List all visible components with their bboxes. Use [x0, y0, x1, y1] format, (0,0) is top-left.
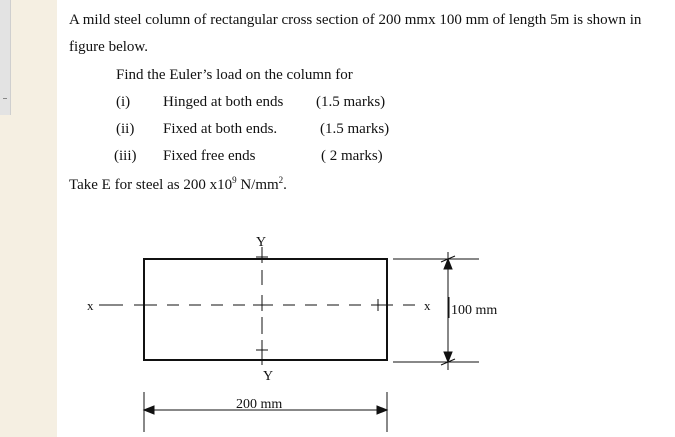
question-paper [57, 0, 675, 437]
part-number: (i) [116, 94, 131, 110]
y-axis-bottom-label: Y [263, 369, 274, 384]
question-line-2: figure below. [69, 39, 148, 55]
part-label: Fixed at both ends. [163, 121, 278, 137]
section-rectangle [144, 259, 387, 360]
part-marks: (1.5 marks) [320, 121, 390, 137]
left-margin-strip [0, 0, 11, 115]
x-axis-right-label: x [424, 298, 431, 313]
y-axis-top-label: Y [256, 235, 267, 250]
margin-tick [3, 98, 7, 99]
part-number: (ii) [116, 121, 135, 137]
modulus-unit: N/mm [236, 177, 279, 193]
question-prompt: Find the Euler’s load on the column for [116, 67, 353, 83]
question-line-1: A mild steel column of rectangular cross section of 200 mmx 100 mm of length 5m is shown in [69, 12, 642, 28]
part-marks: (1.5 marks) [316, 94, 386, 110]
modulus-end: . [283, 177, 287, 193]
part-label: Hinged at both ends [163, 94, 284, 110]
modulus-unit-exponent: 2 [278, 175, 284, 185]
x-axis-left-label: x [87, 298, 94, 313]
modulus-prefix: Take E for steel as 200 x10 [69, 177, 233, 193]
modulus-exponent: 9 [232, 175, 237, 185]
part-number: (iii) [114, 148, 137, 164]
part-marks: ( 2 marks) [321, 148, 383, 164]
width-dimension-label: 200 mm [236, 397, 283, 412]
x-axis-line [99, 299, 415, 311]
height-dimension-label: 100 mm [451, 303, 498, 318]
cross-section-figure [57, 0, 675, 437]
part-label: Fixed free ends [163, 148, 256, 164]
